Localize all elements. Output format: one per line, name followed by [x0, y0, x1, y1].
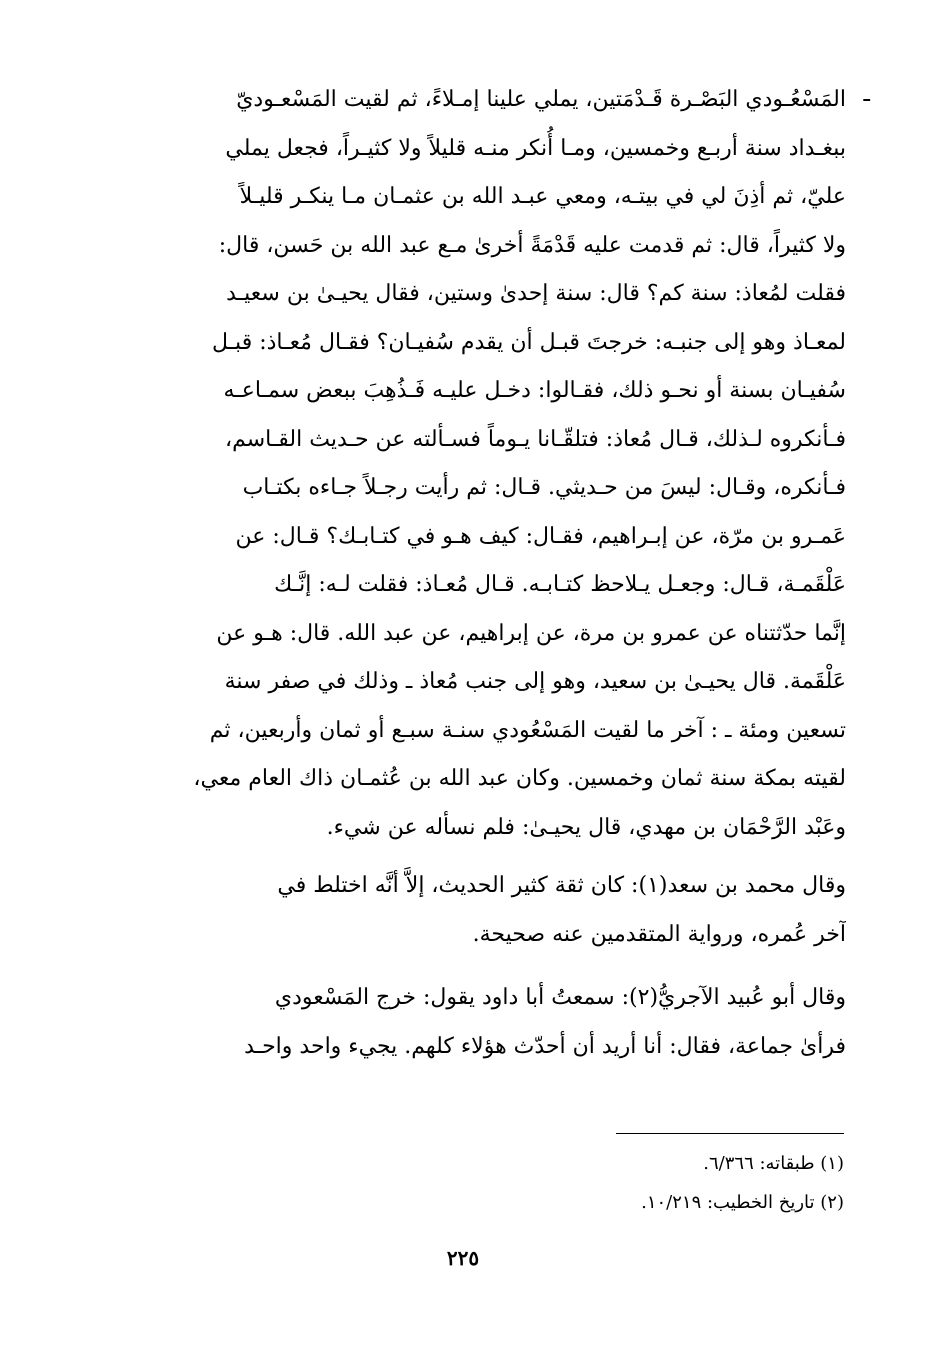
- text-line: فقلت لمُعاذ: سنة كم؟ قال: سنة إحدىٰ وستين، فقال يحيـىٰ بن سعيـد: [226, 281, 846, 306]
- text-line: وعَبْد الرَّحْمَان بن مهدي، قال يحيـىٰ: فلم نسأله عن شيء.: [326, 814, 846, 840]
- text-line: ولا كثيراً، قال: ثم قدمت عليه قَدْمَةً أخرىٰ مـع عبد الله بن حَسن، قال:: [218, 232, 846, 258]
- text-line: وقال محمد بن سعد(١): كان ثقة كثير الحديث، إلاَّ أنَّه اختلط في: [277, 873, 846, 898]
- paragraph-narration: [86, 76, 846, 852]
- text-line: عَمـرو بن مرّة، عن إبـراهيم، فقـال: كيف هـو في كتـابـك؟ قـال: عن: [235, 523, 846, 549]
- paragraph-ibn-saad: [86, 862, 846, 959]
- paragraph-ajurri: [86, 974, 846, 1071]
- footnote-1: (١) طبقاته: ٦/٣٦٦.: [703, 1153, 844, 1174]
- footnotes: [84, 1144, 844, 1222]
- text-line: فرأىٰ جماعة، فقال: أنا أريد أن أحدّث هؤلاء كلهم. يجيء واحد واحـد: [244, 1033, 846, 1059]
- text-line: إنَّما حدّثتناه عن عمرو بن مرة، عن إبراهيم، عن عبد الله. قال: هـو عن: [216, 620, 846, 646]
- text-line: تسعين ومئة ـ : آخر ما لقيت المَسْعُودي سنـة سبـع أو ثمان وأربعين، ثم: [209, 717, 846, 743]
- text-line: عَلْقَمـة، قـال: وجعـل يـلاحظ كتـابـه. قـال مُعـاذ: فقلت لـه: إنَّـك: [274, 572, 846, 597]
- footnote-divider: [616, 1133, 844, 1134]
- text-line: سُفيـان بسنة أو نحـو ذلك، فقـالوا: دخـل عليـه فَـذُهِبَ ببعض سمـاعـه: [223, 378, 846, 403]
- text-line: المَسْعُـودي البَصْـرة قَـدْمَتين، يملي علينا إمـلاءً، ثم لقيت المَسْعـوديّ: [236, 87, 846, 112]
- text-line: لمعـاذ وهو إلى جنبـه: خرجتَ قبـل أن يقدم سُفيـان؟ فقـال مُعـاذ: قبـل: [211, 329, 846, 355]
- text-line: آخر عُمره، ورواية المتقدمين عنه صحيحة.: [472, 921, 846, 947]
- text-line: فـأنكره، وقـال: ليسَ من حـديثي. قـال: ثم رأيت رجـلاً جـاءه بكتـاب: [242, 475, 846, 500]
- text-line: ببغـداد سنة أربـع وخمسين، ومـا أُنكر منـه قليلاً ولا كثيـراً، فجعل يملي: [225, 135, 846, 161]
- text-line: عليّ، ثم أذِنَ لي في بيتـه، ومعي عبـد الله بن عثمـان مـا ينكـر قليـلاً: [239, 184, 846, 209]
- text-line: وقال أبو عُبيد الآجريُّ(٢): سمعتُ أبا داود يقول: خرج المَسْعودي: [274, 985, 846, 1010]
- margin-mark: ـ: [863, 82, 870, 107]
- text-line: فـأنكروه لـذلك، قـال مُعاذ: فتلقّـانا يـوماً فسـألته عن حـديث القـاسم،: [224, 426, 846, 452]
- text-line: عَلْقَمة. قال يحيـىٰ بن سعيد، وهو إلى جنب مُعاذ ـ وذلك في صفر سنة: [224, 669, 846, 694]
- page-number: ٢٢٥: [446, 1246, 480, 1270]
- text-line: لقيته بمكة سنة ثمان وخمسين. وكان عبد الله بن عُثمـان ذاك العام معي،: [193, 766, 846, 791]
- footnote-2: (٢) تاريخ الخطيب: ١٠/٢١٩.: [641, 1192, 844, 1213]
